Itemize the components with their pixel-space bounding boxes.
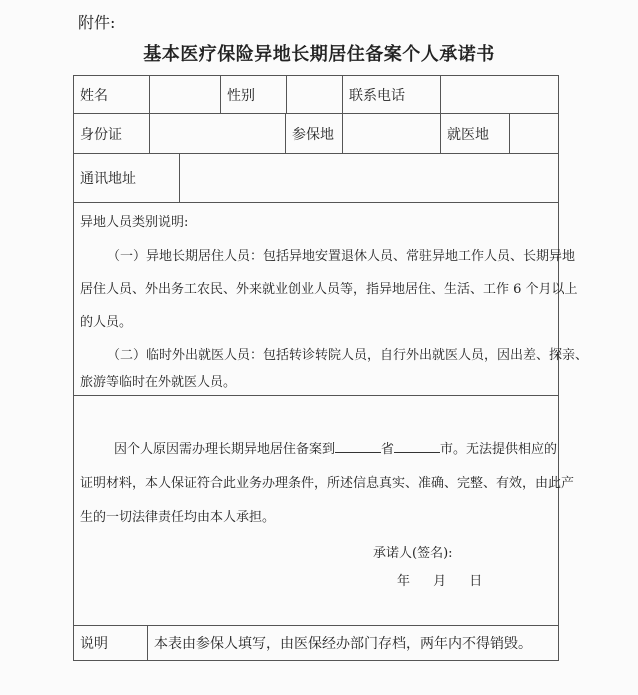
gender-field[interactable] (286, 75, 343, 114)
name-field[interactable] (149, 75, 221, 114)
categories-heading: 异地人员类别说明: (80, 215, 189, 230)
promise-line-2: 证明材料，本人保证符合此业务办理条件，所述信息真实、准确、完整、有效，由此产 (80, 476, 575, 491)
attachment-label: 附件: (78, 13, 116, 32)
label-gender: 性别 (220, 75, 287, 114)
category-2-line-2: 旅游等临时在外就医人员。 (80, 375, 237, 390)
label-medical-place: 就医地 (440, 113, 510, 154)
insured-place-field[interactable] (342, 113, 441, 154)
promise-line-1 (114, 433, 557, 466)
promise-text-c: 市。无法提供相应的 (440, 442, 558, 457)
label-address: 通讯地址 (73, 153, 180, 203)
province-label: 省 (381, 442, 395, 457)
page-title: 基本医疗保险异地长期居住备案个人承诺书 (143, 44, 495, 65)
medical-place-field[interactable] (509, 113, 559, 154)
address-field[interactable] (179, 153, 559, 203)
label-phone: 联系电话 (342, 75, 441, 114)
signature-label: 承诺人(签名): (373, 546, 453, 561)
promise-line-3: 生的一切法律责任均由本人承担。 (80, 510, 276, 525)
label-name: 姓名 (73, 75, 150, 114)
label-insured-place: 参保地 (285, 113, 343, 154)
category-1-line-1: （一）异地长期居住人员：包括异地安置退休人员、常驻异地工作人员、长期异地 (107, 249, 576, 264)
promise-text-a: 因个人原因需办理长期异地居住备案到 (114, 442, 336, 457)
note-text: 本表由参保人填写，由医保经办部门存档，两年内不得销毁。 (147, 625, 559, 661)
city-blank[interactable] (394, 440, 440, 453)
date-label: 年 月 日 (397, 574, 483, 589)
category-1-line-3: 的人员。 (80, 315, 133, 330)
category-1-line-2: 居住人员、外出务工农民、外来就业创业人员等，指异地居住、生活、工作 6 个月以上 (80, 282, 578, 297)
id-card-field[interactable] (149, 113, 286, 154)
phone-field[interactable] (440, 75, 559, 114)
label-id-card: 身份证 (73, 113, 150, 154)
note-label: 说明 (73, 625, 148, 661)
province-blank[interactable] (335, 440, 381, 453)
category-2-line-1: （二）临时外出就医人员：包括转诊转院人员，自行外出就医人员，因出差、探亲、 (107, 348, 589, 363)
